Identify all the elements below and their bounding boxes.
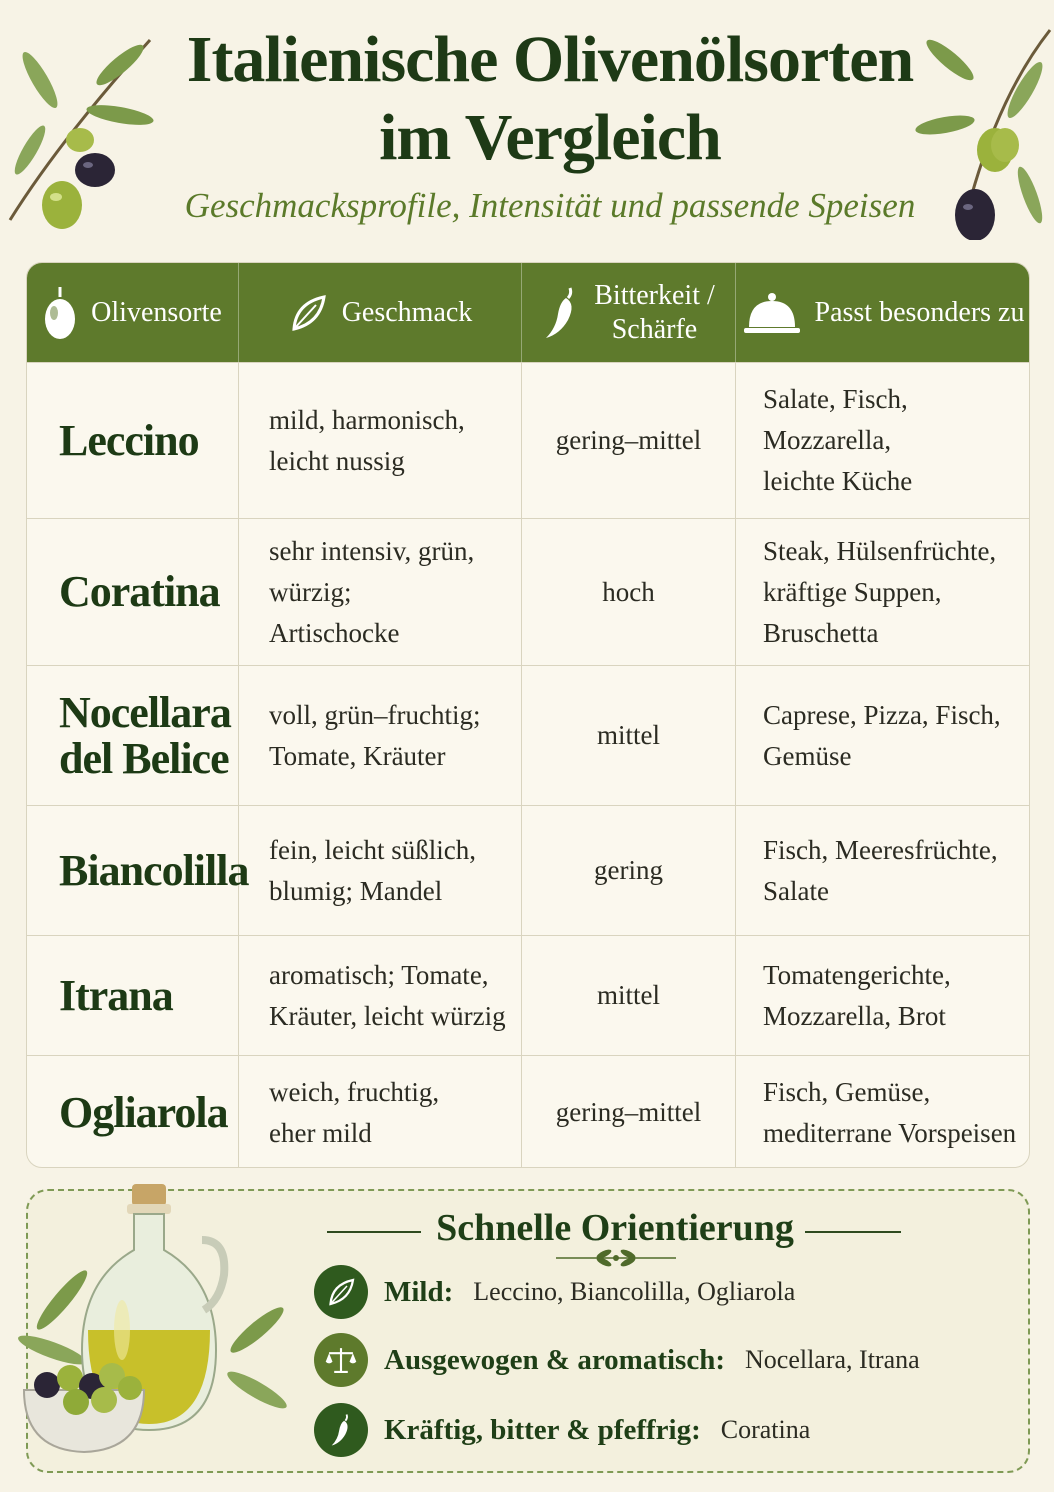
- header-variety: Olivensorte: [27, 263, 239, 362]
- page-subtitle: Geschmacksprofile, Intensität und passende Speisen: [184, 186, 916, 225]
- orientation-value: Nocellara, Itrana: [745, 1345, 920, 1374]
- chili-icon: [314, 1403, 368, 1457]
- variety-name: Nocellara del Belice: [27, 666, 239, 805]
- bitterness-cell: gering–mittel: [522, 1056, 736, 1168]
- bitterness-cell: hoch: [522, 519, 736, 665]
- taste-cell: aromatisch; Tomate, Kräuter, leicht würzig: [239, 936, 522, 1055]
- header-bitterness-line2: Schärfe: [611, 313, 698, 345]
- taste-cell: fein, leicht süßlich, blumig; Mandel: [239, 806, 522, 935]
- pairing-cell: Salate, Fisch, Mozzarella, leichte Küche: [763, 384, 913, 496]
- orientation-item-strong: [314, 1403, 810, 1457]
- page-title-line1: Italienische Olivenölsorten: [186, 23, 914, 96]
- taste-cell: sehr intensiv, grün, würzig; Artischocke: [239, 519, 522, 665]
- orientation-label: Kräftig, bitter & pfeffrig:: [384, 1413, 701, 1446]
- variety-name: Leccino: [27, 363, 239, 518]
- cloche-icon: [743, 291, 801, 335]
- table-row: [27, 805, 1030, 935]
- variety-name: Itrana: [27, 936, 239, 1055]
- orientation-value: Leccino, Biancolilla, Ogliarola: [473, 1277, 796, 1306]
- pairing-cell: Caprese, Pizza, Fisch, Gemüse: [763, 699, 1001, 771]
- orientation-title: Schnelle Orientierung: [436, 1207, 794, 1249]
- olive-oil-bottle-illustration: [12, 1180, 297, 1470]
- pairing-cell: Fisch, Meeresfrüchte, Salate: [763, 834, 998, 906]
- table-row: [27, 665, 1030, 805]
- variety-name: Coratina: [27, 519, 239, 665]
- taste-cell: weich, fruchtig, eher mild: [239, 1056, 522, 1168]
- variety-name: Biancolilla: [27, 806, 239, 935]
- chili-icon: [542, 284, 580, 342]
- taste-cell: mild, harmonisch, leicht nussig: [239, 363, 522, 518]
- taste-cell: voll, grün–fruchtig; Tomate, Kräuter: [239, 666, 522, 805]
- pairing-cell: Fisch, Gemüse, mediterrane Vorspeisen: [763, 1076, 1017, 1148]
- header-taste: Geschmack: [239, 263, 522, 362]
- header-bitterness-line1: Bitterkeit /: [594, 279, 715, 311]
- olive-icon: [43, 285, 77, 341]
- pairing-cell: Steak, Hülsenfrüchte, kräftige Suppen, Bruschetta: [763, 535, 997, 648]
- pairing-cell: Tomatengerichte, Mozzarella, Brot: [763, 959, 951, 1031]
- header-bitterness: [522, 263, 736, 362]
- table-row: [27, 1055, 1030, 1168]
- table-row: [27, 362, 1030, 518]
- header-pairing: Passt besonders zu: [736, 263, 1030, 362]
- bitterness-cell: mittel: [522, 666, 736, 805]
- table-header: [27, 263, 1030, 362]
- table-row: [27, 518, 1030, 665]
- bitterness-cell: gering: [522, 806, 736, 935]
- olive-branch-left-illustration: [0, 20, 170, 240]
- orientation-item-mild: [314, 1265, 795, 1319]
- orientation-item-balanced: [314, 1333, 920, 1387]
- leaf-icon: [288, 293, 328, 333]
- orientation-value: Coratina: [720, 1415, 811, 1444]
- bitterness-cell: gering–mittel: [522, 363, 736, 518]
- scale-icon: [314, 1333, 368, 1387]
- table-row: [27, 935, 1030, 1055]
- bitterness-cell: mittel: [522, 936, 736, 1055]
- olive-oil-comparison-table: [26, 262, 1030, 1168]
- page-title-line2: im Vergleich: [379, 101, 721, 174]
- variety-name: Ogliarola: [27, 1056, 239, 1168]
- leaf-icon: [314, 1265, 368, 1319]
- orientation-label: Ausgewogen & aromatisch:: [384, 1343, 725, 1376]
- orientation-label: Mild:: [384, 1275, 454, 1308]
